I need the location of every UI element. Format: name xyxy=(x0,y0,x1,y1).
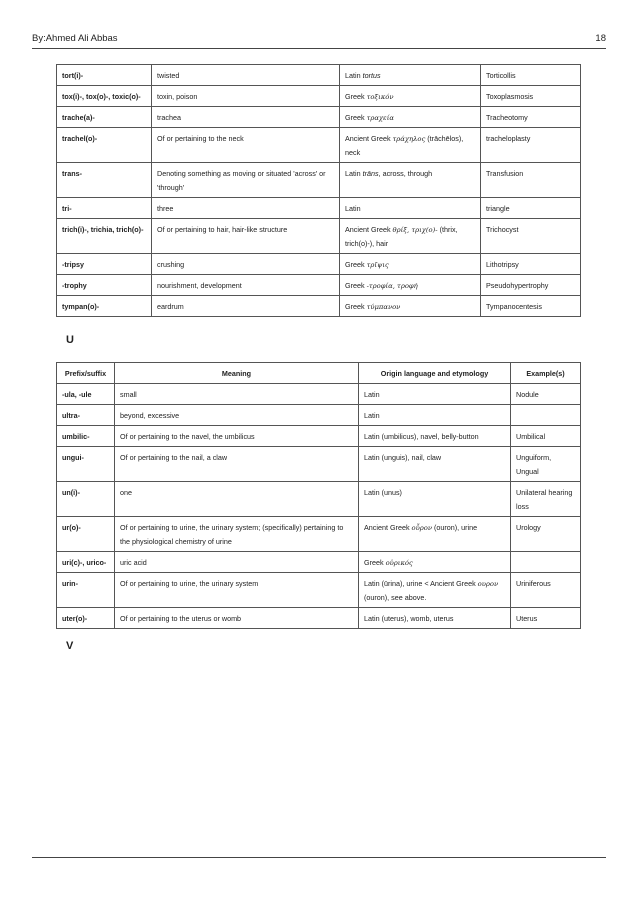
section-heading-u: U xyxy=(66,334,74,346)
cell-meaning: Of or pertaining to urine, the urinary system xyxy=(115,573,359,608)
cell-origin xyxy=(359,405,511,426)
table-row xyxy=(57,552,581,573)
header-divider xyxy=(32,48,606,49)
cell-meaning: beyond, excessive xyxy=(115,405,359,426)
cell-origin xyxy=(340,296,481,317)
cell-origin xyxy=(340,163,481,198)
cell-example: Toxoplasmosis xyxy=(481,86,581,107)
table-row xyxy=(57,65,581,86)
cell-meaning: toxin, poison xyxy=(152,86,340,107)
cell-example xyxy=(511,405,581,426)
cell-prefix: urin- xyxy=(57,573,115,608)
cell-meaning: twisted xyxy=(152,65,340,86)
cell-meaning: eardrum xyxy=(152,296,340,317)
cell-prefix: un(i)- xyxy=(57,482,115,517)
origin-pre-text: Latin (uterus), womb, uterus xyxy=(364,614,454,623)
cell-example: Tracheotomy xyxy=(481,107,581,128)
cell-example: Transfusion xyxy=(481,163,581,198)
cell-origin xyxy=(340,275,481,296)
cell-example: Urology xyxy=(511,517,581,552)
table-row xyxy=(57,517,581,552)
origin-gk-text: τρῖψις xyxy=(366,261,389,269)
cell-origin xyxy=(340,107,481,128)
cell-prefix: trache(a)- xyxy=(57,107,152,128)
cell-prefix: ungui- xyxy=(57,447,115,482)
origin-pre-text: Greek xyxy=(345,260,367,269)
origin-pre-text: Latin xyxy=(364,411,380,420)
cell-origin xyxy=(359,482,511,517)
origin-gk-text: τράχηλος xyxy=(392,135,426,143)
cell-prefix: trich(i)-, trichia, trich(o)- xyxy=(57,219,152,254)
cell-origin xyxy=(359,384,511,405)
origin-gk-text: ουρον xyxy=(477,580,499,588)
origin-it-text: trāns xyxy=(362,169,379,178)
cell-example: Pseudohypertrophy xyxy=(481,275,581,296)
cell-origin xyxy=(359,552,511,573)
table-row xyxy=(57,275,581,296)
table-row xyxy=(57,405,581,426)
origin-pre-text: Ancient Greek xyxy=(345,225,393,234)
cell-origin xyxy=(340,219,481,254)
cell-example: Umbilical xyxy=(511,426,581,447)
origin-pre-text: Latin xyxy=(364,390,380,399)
table-t-continued xyxy=(56,64,581,317)
table-row xyxy=(57,254,581,275)
cell-example: Tympanocentesis xyxy=(481,296,581,317)
origin-pre-text: Latin xyxy=(345,169,363,178)
cell-example: Unilateral hearing loss xyxy=(511,482,581,517)
origin-gk-text: τύμπανον xyxy=(366,303,401,311)
table-header-row xyxy=(57,363,581,384)
cell-example: Lithotripsy xyxy=(481,254,581,275)
cell-meaning: crushing xyxy=(152,254,340,275)
cell-origin xyxy=(340,65,481,86)
cell-prefix: tox(i)-, tox(o)-, toxic(o)- xyxy=(57,86,152,107)
cell-meaning: small xyxy=(115,384,359,405)
page-header-author: By:Ahmed Ali Abbas xyxy=(32,33,118,44)
cell-meaning: nourishment, development xyxy=(152,275,340,296)
cell-origin xyxy=(340,128,481,163)
origin-post-text: , across, through xyxy=(378,169,433,178)
origin-gk-text: θρίξ, τριχ(ο)- xyxy=(392,226,438,234)
cell-prefix: ultra- xyxy=(57,405,115,426)
cell-example: tracheloplasty xyxy=(481,128,581,163)
origin-gk-text: τοξικόν xyxy=(366,93,394,101)
table-row xyxy=(57,198,581,219)
section-heading-v: V xyxy=(66,640,74,652)
table-u xyxy=(56,362,581,629)
cell-prefix: uri(c)-, urico- xyxy=(57,552,115,573)
column-header-examples: Example(s) xyxy=(511,363,581,384)
origin-pre-text: Latin xyxy=(345,204,361,213)
table-row xyxy=(57,86,581,107)
origin-post-text: (ouron), urine xyxy=(432,523,478,532)
cell-example: Nodule xyxy=(511,384,581,405)
origin-post-text: (ouron), see above. xyxy=(364,593,427,602)
cell-meaning: trachea xyxy=(152,107,340,128)
table-row xyxy=(57,426,581,447)
column-header-origin: Origin language and etymology xyxy=(359,363,511,384)
cell-example: Uriniferous xyxy=(511,573,581,608)
cell-example: Uterus xyxy=(511,608,581,629)
column-header-meaning: Meaning xyxy=(115,363,359,384)
table-row xyxy=(57,219,581,254)
cell-prefix: ur(o)- xyxy=(57,517,115,552)
origin-gk-text: -τροφία, τροφή xyxy=(366,282,418,290)
cell-meaning: Denoting something as moving or situated 'across' or 'through' xyxy=(152,163,340,198)
cell-prefix: trachel(o)- xyxy=(57,128,152,163)
cell-example: Unguiform, Ungual xyxy=(511,447,581,482)
cell-prefix: trans- xyxy=(57,163,152,198)
cell-origin xyxy=(359,608,511,629)
origin-gk-text: οὐρικός xyxy=(385,559,413,567)
origin-pre-text: Latin (unguis), nail, claw xyxy=(364,453,442,462)
cell-prefix: -trophy xyxy=(57,275,152,296)
table-row xyxy=(57,573,581,608)
cell-meaning: Of or pertaining to urine, the urinary system; (specifically) pertaining to the physiological chemistry of urine xyxy=(115,517,359,552)
cell-origin xyxy=(340,254,481,275)
origin-pre-text: Latin xyxy=(345,71,363,80)
cell-origin xyxy=(359,573,511,608)
origin-pre-text: Greek xyxy=(364,558,386,567)
cell-example: Trichocyst xyxy=(481,219,581,254)
cell-prefix: tympan(o)- xyxy=(57,296,152,317)
origin-pre-text: Ancient Greek xyxy=(364,523,412,532)
origin-pre-text: Greek xyxy=(345,302,367,311)
origin-gk-text: τραχεία xyxy=(366,114,394,122)
cell-prefix: -ula, -ule xyxy=(57,384,115,405)
cell-prefix: uter(o)- xyxy=(57,608,115,629)
cell-prefix: -tripsy xyxy=(57,254,152,275)
cell-meaning: Of or pertaining to the neck xyxy=(152,128,340,163)
cell-origin xyxy=(340,86,481,107)
cell-origin xyxy=(359,517,511,552)
cell-prefix: umbilic- xyxy=(57,426,115,447)
table-row xyxy=(57,107,581,128)
cell-origin xyxy=(340,198,481,219)
column-header-prefix: Prefix/suffix xyxy=(57,363,115,384)
cell-meaning: three xyxy=(152,198,340,219)
cell-meaning: Of or pertaining to the nail, a claw xyxy=(115,447,359,482)
cell-origin xyxy=(359,426,511,447)
origin-pre-text: Ancient Greek xyxy=(345,134,393,143)
cell-meaning: one xyxy=(115,482,359,517)
table-row xyxy=(57,384,581,405)
page-number: 18 xyxy=(595,33,606,44)
table-row xyxy=(57,163,581,198)
table-row xyxy=(57,608,581,629)
cell-example: Torticollis xyxy=(481,65,581,86)
origin-pre-text: Latin (unus) xyxy=(364,488,402,497)
table-row xyxy=(57,447,581,482)
cell-example xyxy=(511,552,581,573)
cell-prefix: tort(i)- xyxy=(57,65,152,86)
table-row xyxy=(57,482,581,517)
origin-pre-text: Latin (ūrina), urine < Ancient Greek xyxy=(364,579,478,588)
cell-meaning: uric acid xyxy=(115,552,359,573)
cell-meaning: Of or pertaining to the navel, the umbilicus xyxy=(115,426,359,447)
table-row xyxy=(57,296,581,317)
origin-it-text: tortus xyxy=(362,71,381,80)
cell-origin xyxy=(359,447,511,482)
origin-post-text: (thrix, trich(o)-), hair xyxy=(345,225,458,248)
origin-pre-text: Greek xyxy=(345,92,367,101)
cell-meaning: Of or pertaining to the uterus or womb xyxy=(115,608,359,629)
cell-example: triangle xyxy=(481,198,581,219)
origin-pre-text: Greek xyxy=(345,281,367,290)
origin-pre-text: Latin (umbilicus), navel, belly-button xyxy=(364,432,479,441)
footer-divider xyxy=(32,857,606,858)
origin-post-text: (trāchēlos), neck xyxy=(345,134,464,157)
cell-prefix: tri- xyxy=(57,198,152,219)
table-row xyxy=(57,128,581,163)
origin-pre-text: Greek xyxy=(345,113,367,122)
cell-meaning: Of or pertaining to hair, hair-like structure xyxy=(152,219,340,254)
origin-gk-text: οὖρον xyxy=(411,524,432,532)
